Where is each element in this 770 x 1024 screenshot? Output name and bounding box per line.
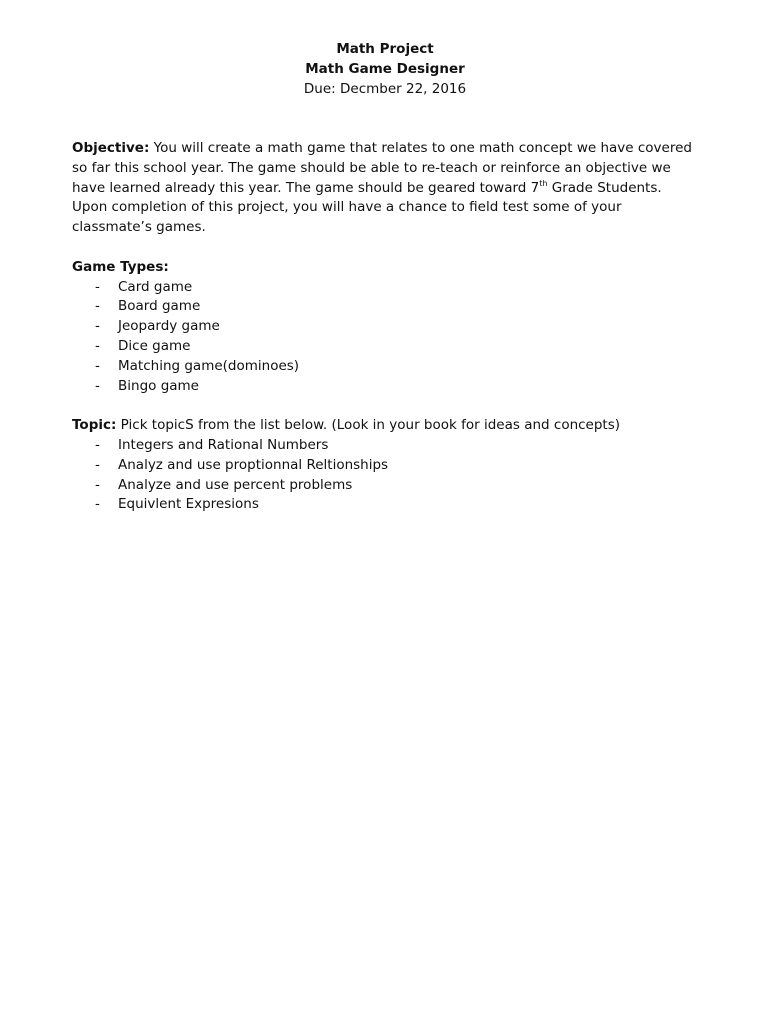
list-item [72, 297, 702, 317]
game-types-label: Game Types: [72, 258, 169, 275]
list-item [72, 278, 702, 298]
topic-paragraph [72, 416, 702, 436]
ordinal-suffix: th [539, 178, 548, 188]
game-type-label: Dice game [118, 337, 191, 354]
topic-item-label: Equivlent Expresions [118, 496, 259, 513]
game-type-label: Jeopardy game [118, 318, 220, 335]
list-item [72, 495, 702, 515]
spacer [72, 238, 702, 258]
objective-paragraph [72, 139, 702, 198]
document-subtitle: Math Game Designer [305, 61, 465, 77]
game-type-label: Card game [118, 278, 193, 295]
topic-label: Topic: [72, 417, 117, 434]
dash-bullet: - [95, 476, 100, 493]
document-header [0, 39, 770, 99]
dash-bullet: - [95, 357, 100, 374]
topic-item-label: Analyz and use proptionnal Reltionships [118, 456, 389, 473]
list-item [72, 436, 702, 456]
dash-bullet: - [95, 278, 100, 295]
dash-bullet: - [95, 318, 100, 335]
dash-bullet: - [95, 436, 100, 453]
dash-bullet: - [95, 298, 100, 315]
dash-bullet: - [95, 456, 100, 473]
list-item [72, 357, 702, 377]
document-body [72, 139, 702, 515]
list-item [72, 476, 702, 496]
game-type-label: Bingo game [118, 377, 199, 394]
objective-text-end: Grade Students. [547, 179, 662, 196]
list-item [72, 377, 702, 397]
objective-text: You will create a math game that relates to one math concept we have covered so far this school year. The game should be able to re-teach or reinforce an objective we have learned already this year. The game should be geared toward 7 [72, 140, 692, 196]
objective-label: Objective: [72, 140, 150, 156]
topic-item-label: Integers and Rational Numbers [118, 436, 329, 453]
topic-list [72, 436, 702, 515]
list-item [72, 317, 702, 337]
dash-bullet: - [95, 337, 100, 354]
topic-item-label: Analyze and use percent problems [118, 476, 353, 493]
game-type-label: Board game [118, 298, 201, 315]
game-types-list [72, 278, 702, 397]
dash-bullet: - [95, 496, 100, 513]
completion-paragraph: Upon completion of this project, you will have a chance to field test some of your classmate’s games. [72, 199, 622, 236]
spacer [72, 396, 702, 416]
list-item [72, 337, 702, 357]
document-title: Math Project [336, 41, 434, 57]
game-type-label: Matching game(dominoes) [118, 357, 300, 374]
topic-text: Pick topicS from the list below. (Look in your book for ideas and concepts) [116, 417, 621, 434]
list-item [72, 456, 702, 476]
dash-bullet: - [95, 377, 100, 394]
due-date: Due: Decmber 22, 2016 [303, 81, 467, 97]
